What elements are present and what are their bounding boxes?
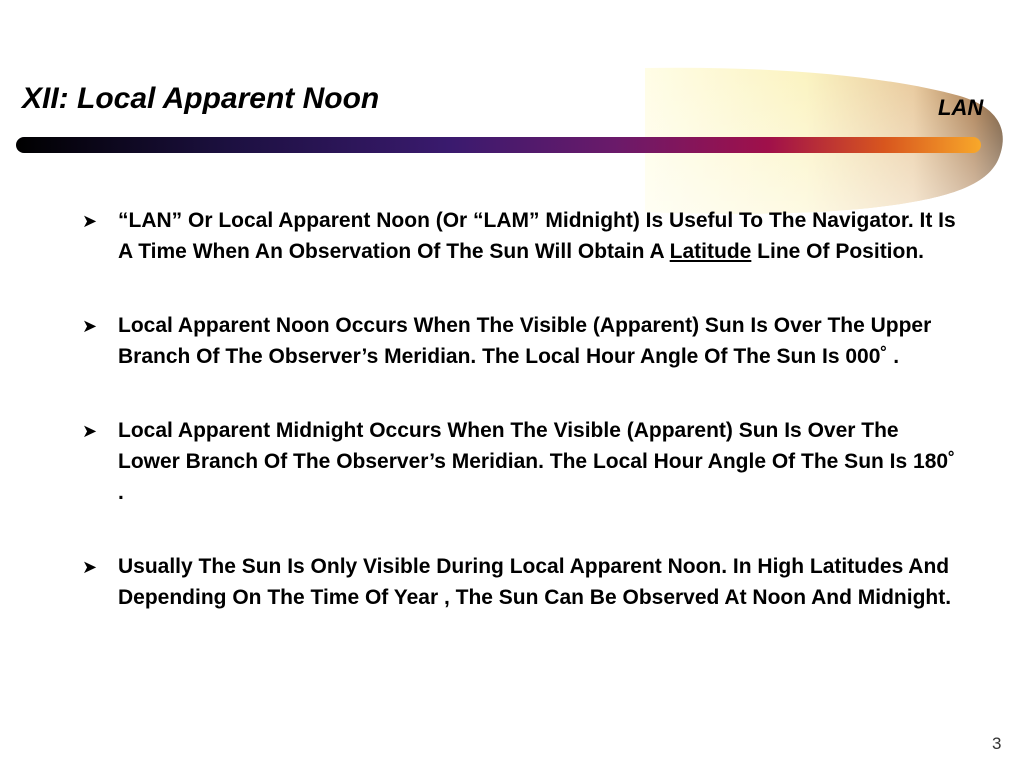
- arrow-bullet-icon: ➤: [82, 557, 98, 577]
- title-underline-bar: [16, 137, 981, 153]
- arrow-bullet-icon: ➤: [82, 421, 98, 441]
- arrow-bullet-icon: ➤: [82, 316, 98, 336]
- bullet-item: [82, 551, 962, 613]
- arrow-bullet-icon: ➤: [82, 211, 98, 231]
- bullet-text: Usually The Sun Is Only Visible During Local Apparent Noon. In High Latitudes And Depending On The Time Of Year , The Sun Can Be Observed At Noon And Midnight.: [118, 555, 952, 609]
- bullet-list: [82, 205, 962, 656]
- bullet-text: Local Apparent Noon Occurs When The Visible (Apparent) Sun Is Over The Upper Branch Of The Observer’s Meridian. The Local Hour Angle Of The Sun Is 000˚ .: [118, 314, 932, 368]
- bullet-text-part: “LAN” Or Local Apparent Noon (Or “LAM” Midnight) Is Useful To The Navigator. It Is A Time When An Observation Of The Sun Will Obtain A: [118, 209, 956, 263]
- corner-label: LAN: [938, 95, 984, 120]
- page-number: 3: [992, 734, 1002, 753]
- slide-title: XII: Local Apparent Noon: [22, 82, 380, 115]
- underlined-term: Latitude: [669, 240, 752, 263]
- bullet-item: [82, 310, 962, 372]
- bullet-item: [82, 205, 962, 267]
- bullet-text-part: Line Of Position.: [751, 240, 925, 263]
- bullet-text: Local Apparent Midnight Occurs When The Visible (Apparent) Sun Is Over The Lower Branch Of The Observer’s Meridian. The Local Hour Angle Of The Sun Is 180˚ .: [118, 419, 956, 504]
- bullet-item: [82, 415, 962, 508]
- bullet-text: [118, 205, 962, 267]
- sun-header-graphic: [0, 0, 1024, 240]
